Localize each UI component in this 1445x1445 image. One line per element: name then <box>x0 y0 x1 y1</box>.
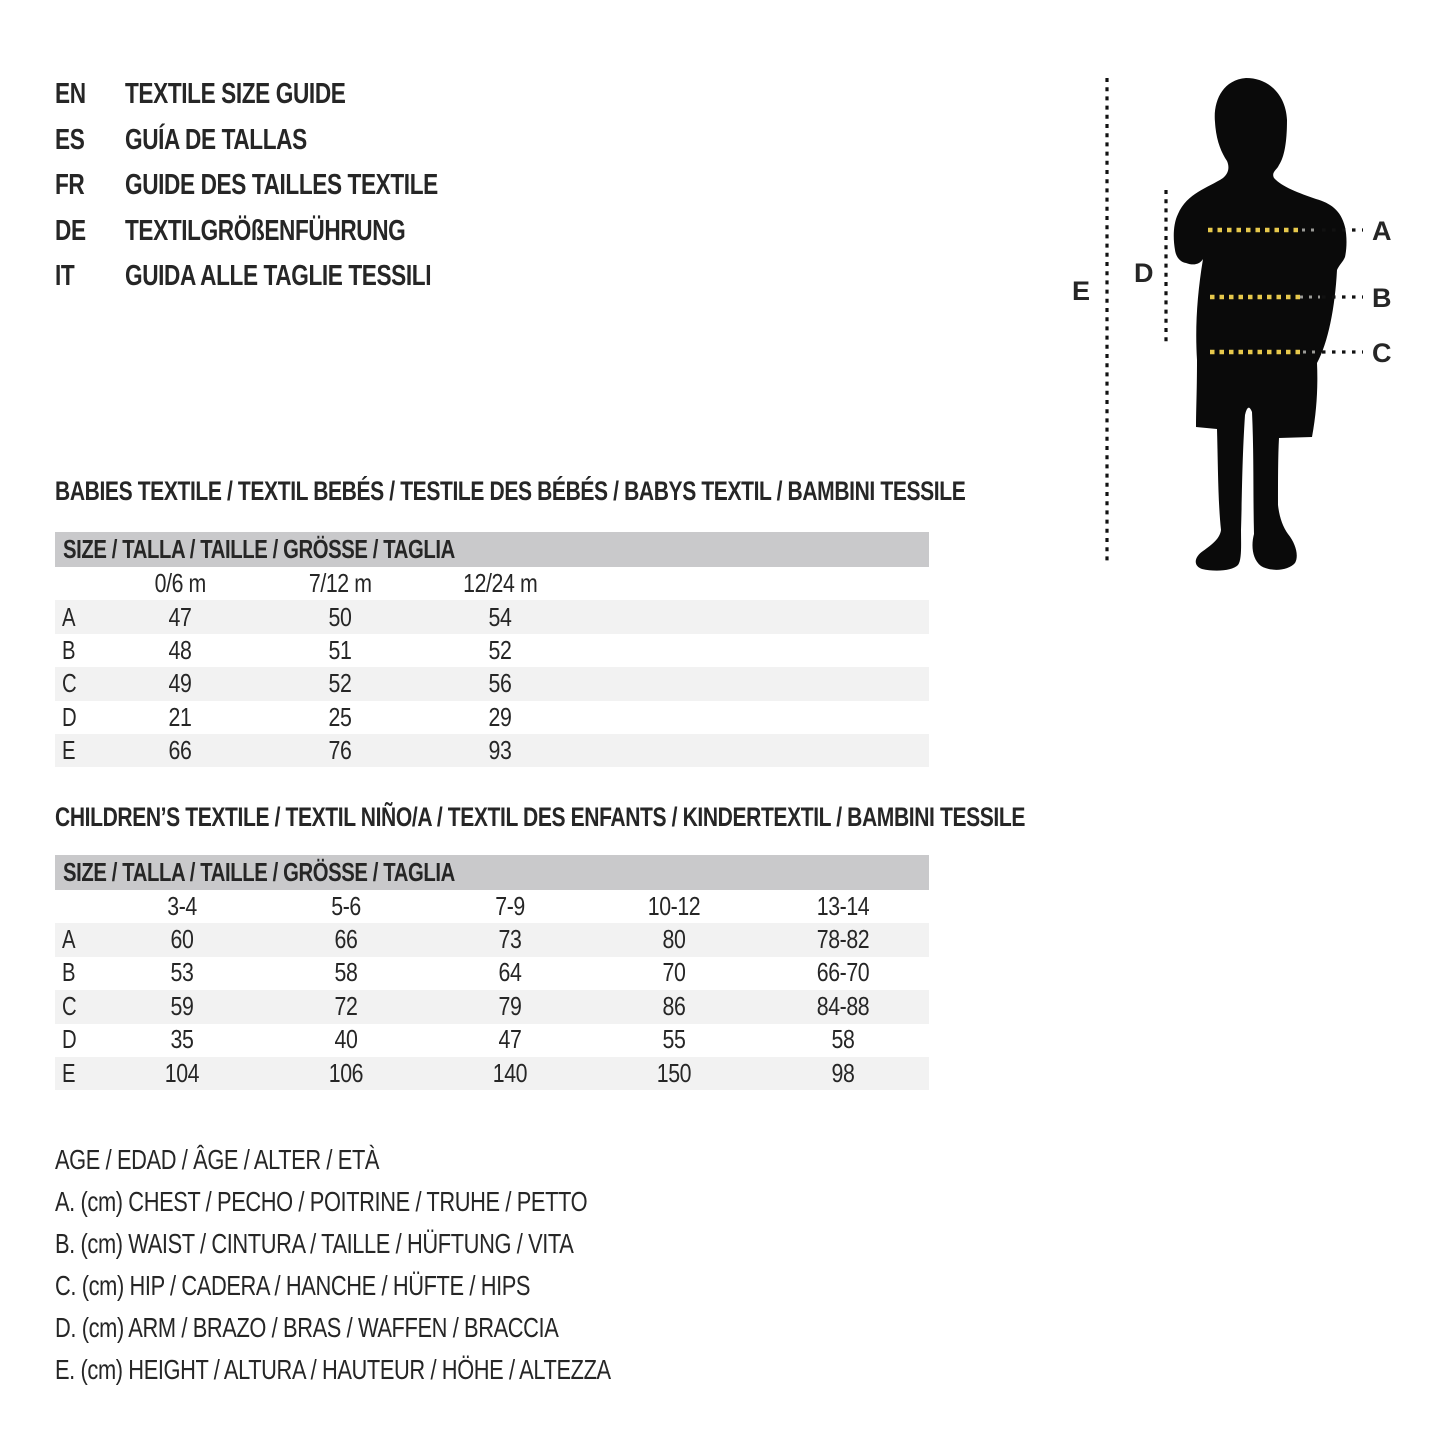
table-cell: 64 <box>498 957 522 988</box>
table-cell: 86 <box>662 990 686 1021</box>
table-cell: 25 <box>328 701 352 732</box>
table-row-b <box>55 957 929 990</box>
measure-label-d: D <box>1134 258 1154 288</box>
table-cell: 47 <box>498 1024 522 1055</box>
table-cell: 54 <box>488 601 512 632</box>
children-size-table <box>55 855 929 1090</box>
table-cell: 150 <box>656 1057 692 1088</box>
size-header-text: SIZE / TALLA / TAILLE / GRÖSSE / TAGLIA <box>63 857 455 887</box>
children-section-title <box>55 802 1299 833</box>
table-cell: 66 <box>168 735 192 766</box>
table-row-e <box>55 1057 929 1090</box>
table-row-a <box>55 923 929 956</box>
language-row-de <box>55 209 526 255</box>
language-row-fr <box>55 163 526 209</box>
table-cell: 66-70 <box>816 957 869 988</box>
legend-line-hip: C. (cm) HIP / CADERA / HANCHE / HÜFTE / HIPS <box>55 1270 531 1301</box>
table-cell: 106 <box>328 1057 364 1088</box>
measurement-legend <box>55 1139 767 1391</box>
children-section-title-text: CHILDREN’S TEXTILE / TEXTIL NIÑO/A / TEXTIL DES ENFANTS / KINDERTEXTIL / BAMBINI TESSILE <box>55 802 1026 832</box>
column-header: 12/24 m <box>462 568 538 599</box>
babies-section-title <box>55 476 1222 507</box>
table-cell: 52 <box>488 634 512 665</box>
table-cell: 40 <box>334 1024 358 1055</box>
language-code: IT <box>55 260 75 293</box>
column-header: 3-4 <box>167 890 197 921</box>
measure-label-a: A <box>1372 216 1392 246</box>
language-title: TEXTILGRÖßENFÜHRUNG <box>125 214 406 247</box>
table-cell: 35 <box>170 1024 194 1055</box>
table-cell: 140 <box>492 1057 528 1088</box>
legend-line-chest: A. (cm) CHEST / PECHO / POITRINE / TRUHE / PETTO <box>55 1186 588 1217</box>
table-cell: 56 <box>488 668 512 699</box>
table-cell: 60 <box>170 923 194 954</box>
row-label: C <box>62 668 77 699</box>
table-cell: 76 <box>328 735 352 766</box>
language-row-es <box>55 118 526 164</box>
table-cell: 80 <box>662 923 686 954</box>
table-cell: 29 <box>488 701 512 732</box>
language-code: ES <box>55 123 85 156</box>
language-title: TEXTILE SIZE GUIDE <box>125 78 346 111</box>
column-header: 13-14 <box>816 890 869 921</box>
table-cell: 52 <box>328 668 352 699</box>
column-header: 10-12 <box>647 890 701 921</box>
size-header-bar <box>55 855 929 890</box>
legend-line-waist: B. (cm) WAIST / CINTURA / TAILLE / HÜFTUNG / VITA <box>55 1228 574 1259</box>
column-header: 7/12 m <box>308 568 372 599</box>
table-cell: 72 <box>334 990 358 1021</box>
language-code: DE <box>55 214 86 247</box>
table-cell: 84-88 <box>816 990 869 1021</box>
children-column-header-row <box>55 890 929 923</box>
table-row-b <box>55 634 929 667</box>
row-label: B <box>62 634 76 665</box>
size-header-text: SIZE / TALLA / TAILLE / GRÖSSE / TAGLIA <box>63 534 455 564</box>
language-row-it <box>55 254 526 300</box>
table-cell: 21 <box>168 701 192 732</box>
row-label: D <box>62 1024 77 1055</box>
column-header: 0/6 m <box>154 568 206 599</box>
table-row-e <box>55 734 929 767</box>
babies-column-header-row <box>55 567 929 600</box>
measure-label-e: E <box>1072 276 1091 306</box>
table-cell: 58 <box>334 957 358 988</box>
babies-section-title-text: BABIES TEXTILE / TEXTIL BEBÉS / TESTILE DES BÉBÉS / BABYS TEXTIL / BAMBINI TESSILE <box>55 476 966 506</box>
table-cell: 58 <box>831 1024 854 1055</box>
row-label: A <box>62 601 76 632</box>
table-cell: 51 <box>328 634 352 665</box>
size-header-bar <box>55 532 929 567</box>
table-row-c <box>55 667 929 700</box>
table-row-c <box>55 990 929 1023</box>
language-title-block <box>55 72 526 300</box>
row-label: C <box>62 990 77 1021</box>
column-header: 5-6 <box>331 890 361 921</box>
language-title: GUIDA ALLE TAGLIE TESSILI <box>125 260 432 293</box>
legend-line-age: AGE / EDAD / ÂGE / ALTER / ETÀ <box>55 1144 380 1175</box>
row-label: A <box>62 923 76 954</box>
table-row-d <box>55 1024 929 1057</box>
language-row-en <box>55 72 526 118</box>
language-title: GUÍA DE TALLAS <box>125 123 307 156</box>
legend-line-arm: D. (cm) ARM / BRAZO / BRAS / WAFFEN / BRACCIA <box>55 1312 559 1343</box>
table-cell: 53 <box>170 957 194 988</box>
table-cell: 55 <box>662 1024 686 1055</box>
table-row-a <box>55 600 929 633</box>
column-header: 7-9 <box>495 890 525 921</box>
table-cell: 98 <box>831 1057 854 1088</box>
table-cell: 70 <box>662 957 686 988</box>
language-code: EN <box>55 78 86 111</box>
table-cell: 66 <box>334 923 358 954</box>
table-cell: 50 <box>328 601 352 632</box>
table-cell: 48 <box>168 634 192 665</box>
babies-size-table <box>55 532 929 767</box>
table-cell: 104 <box>164 1057 200 1088</box>
table-cell: 49 <box>168 668 192 699</box>
measurement-figure <box>1050 60 1445 600</box>
language-code: FR <box>55 169 85 202</box>
table-cell: 47 <box>168 601 192 632</box>
row-label: B <box>62 957 76 988</box>
table-cell: 93 <box>488 735 512 766</box>
row-label: D <box>62 701 77 732</box>
table-cell: 59 <box>170 990 194 1021</box>
measure-label-c: C <box>1372 338 1392 368</box>
language-title: GUIDE DES TAILLES TEXTILE <box>125 169 438 202</box>
table-row-d <box>55 701 929 734</box>
legend-line-height: E. (cm) HEIGHT / ALTURA / HAUTEUR / HÖHE / ALTEZZA <box>55 1354 611 1385</box>
table-cell: 78-82 <box>816 923 869 954</box>
measure-label-b: B <box>1372 283 1392 313</box>
table-cell: 73 <box>498 923 522 954</box>
table-cell: 79 <box>498 990 522 1021</box>
row-label: E <box>62 1057 76 1088</box>
row-label: E <box>62 735 76 766</box>
